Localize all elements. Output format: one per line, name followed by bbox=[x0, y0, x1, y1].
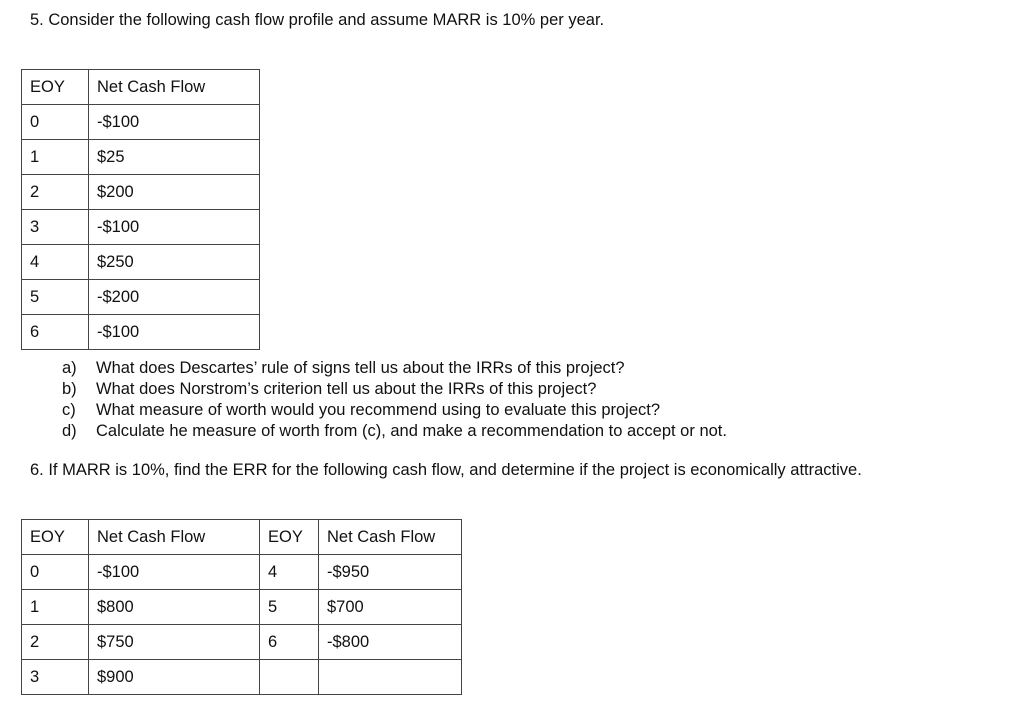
cash-flow-cell: -$950 bbox=[319, 555, 462, 590]
eoy-cell: 6 bbox=[22, 315, 89, 350]
question-6-heading: 6. If MARR is 10%, find the ERR for the following cash flow, and determine if the project is economically attractive. bbox=[30, 461, 862, 479]
eoy-cell: 5 bbox=[260, 590, 319, 625]
sub-question-text: What measure of worth would you recommend using to evaluate this project? bbox=[96, 401, 661, 419]
cash-flow-cell: -$100 bbox=[89, 315, 260, 350]
table-row bbox=[22, 280, 260, 315]
cash-flow-cell: -$100 bbox=[89, 555, 260, 590]
header-net-cash-flow: Net Cash Flow bbox=[89, 70, 260, 105]
header-eoy: EOY bbox=[260, 520, 319, 555]
question-5-heading: 5. Consider the following cash flow profile and assume MARR is 10% per year. bbox=[30, 11, 605, 29]
table-row bbox=[22, 140, 260, 175]
table-row bbox=[22, 625, 462, 660]
table-row bbox=[22, 315, 260, 350]
eoy-cell: 3 bbox=[22, 660, 89, 695]
eoy-cell: 2 bbox=[22, 175, 89, 210]
sub-question-text: What does Descartes’ rule of signs tell us about the IRRs of this project? bbox=[96, 359, 625, 377]
cash-flow-cell: $200 bbox=[89, 175, 260, 210]
sub-question-marker: a) bbox=[62, 359, 77, 377]
sub-question-marker: c) bbox=[62, 401, 76, 419]
eoy-cell: 4 bbox=[260, 555, 319, 590]
cash-flow-cell: -$100 bbox=[89, 105, 260, 140]
header-eoy: EOY bbox=[22, 70, 89, 105]
cash-flow-table-q5 bbox=[21, 69, 260, 350]
cash-flow-cell: -$200 bbox=[89, 280, 260, 315]
eoy-cell: 6 bbox=[260, 625, 319, 660]
empty-cell bbox=[260, 660, 319, 695]
eoy-cell: 5 bbox=[22, 280, 89, 315]
header-net-cash-flow: Net Cash Flow bbox=[319, 520, 462, 555]
table-row bbox=[22, 175, 260, 210]
table-row bbox=[22, 555, 462, 590]
eoy-cell: 0 bbox=[22, 555, 89, 590]
sub-question-c bbox=[62, 400, 727, 421]
eoy-cell: 2 bbox=[22, 625, 89, 660]
cash-flow-cell: $250 bbox=[89, 245, 260, 280]
eoy-cell: 4 bbox=[22, 245, 89, 280]
sub-question-b bbox=[62, 379, 727, 400]
sub-question-marker: d) bbox=[62, 422, 77, 440]
cash-flow-cell: $700 bbox=[319, 590, 462, 625]
eoy-cell: 1 bbox=[22, 590, 89, 625]
table-row bbox=[22, 590, 462, 625]
sub-question-text: What does Norstrom’s criterion tell us about the IRRs of this project? bbox=[96, 380, 597, 398]
sub-question-d bbox=[62, 421, 727, 442]
table-row bbox=[22, 105, 260, 140]
table-row bbox=[22, 210, 260, 245]
empty-cell bbox=[319, 660, 462, 695]
cash-flow-cell: $750 bbox=[89, 625, 260, 660]
sub-question-a bbox=[62, 358, 727, 379]
header-eoy: EOY bbox=[22, 520, 89, 555]
table-header-row bbox=[22, 70, 260, 105]
table-row bbox=[22, 660, 462, 695]
eoy-cell: 1 bbox=[22, 140, 89, 175]
cash-flow-table-q6 bbox=[21, 519, 462, 695]
header-net-cash-flow: Net Cash Flow bbox=[89, 520, 260, 555]
cash-flow-cell: -$100 bbox=[89, 210, 260, 245]
eoy-cell: 0 bbox=[22, 105, 89, 140]
cash-flow-cell: $900 bbox=[89, 660, 260, 695]
cash-flow-cell: $25 bbox=[89, 140, 260, 175]
sub-question-text: Calculate he measure of worth from (c), and make a recommendation to accept or not. bbox=[96, 422, 727, 440]
question-5-sub-questions bbox=[62, 358, 727, 442]
eoy-cell: 3 bbox=[22, 210, 89, 245]
cash-flow-cell: $800 bbox=[89, 590, 260, 625]
table-row bbox=[22, 245, 260, 280]
cash-flow-cell: -$800 bbox=[319, 625, 462, 660]
table-header-row bbox=[22, 520, 462, 555]
sub-question-marker: b) bbox=[62, 380, 77, 398]
